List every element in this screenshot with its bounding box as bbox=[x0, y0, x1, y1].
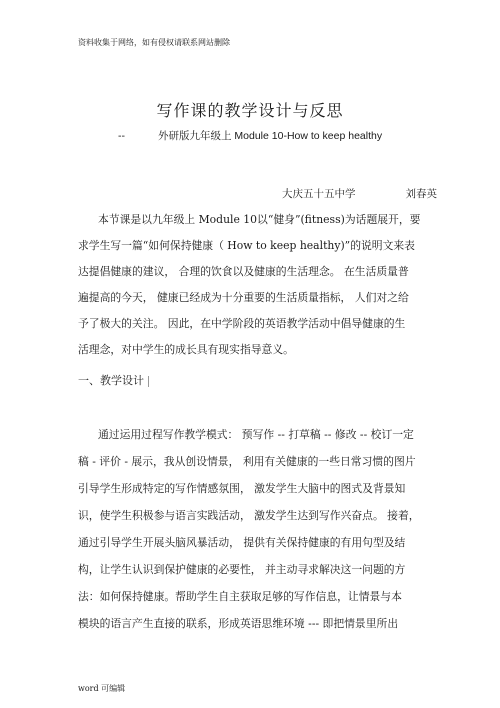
page-title: 写作课的教学设计与反思 bbox=[156, 101, 344, 120]
body-line: 通过引导学生开展头脑风暴活动， 提供有关保持健康的有用句型及结 bbox=[78, 536, 406, 549]
subtitle bbox=[118, 128, 382, 143]
intro-line: 求学生写一篇“如何保持健康（ How to keep healthy)”的说明文来表 bbox=[78, 239, 415, 252]
body-line: 法：如何保持健康。帮助学生自主获取足够的写作信息，让情景与本 bbox=[78, 590, 402, 603]
author-name: 刘春英 bbox=[405, 188, 437, 200]
intro-line: 活理念，对中学生的成长具有现实指导意义。 bbox=[78, 343, 294, 356]
subtitle-text: 外研版九年级上 Module 10-How to keep healthy bbox=[158, 130, 383, 142]
body-line: 构，让学生认识到保护健康的必要性， 并主动寻求解决这一问题的方 bbox=[78, 563, 406, 576]
body-line: 通过运用过程写作教学模式： 预写作 -- 打草稿 -- 修改 -- 校订一定 bbox=[98, 428, 414, 441]
author-school: 大庆五十五中学 bbox=[282, 188, 356, 200]
intro-line: 予了极大的关注。 因此，在中学阶段的英语教学活动中倡导健康的生 bbox=[78, 317, 406, 330]
header-note: 资料收集于网络，如有侵权请联系网站删除 bbox=[78, 38, 230, 47]
author-line bbox=[282, 186, 437, 201]
section-heading bbox=[78, 372, 149, 388]
section-heading-text: 一、教学设计 bbox=[78, 374, 144, 387]
subtitle-dash: -- bbox=[118, 130, 125, 142]
body-line: 引导学生形成特定的写作情感氛围， 激发学生大脑中的图式及背景知 bbox=[78, 482, 406, 495]
intro-line: 本节课是以九年级上 Module 10以“健身”(fitness)为话题展开，要 bbox=[98, 213, 421, 226]
body-line: 稿 - 评价 - 展示，我从创设情景， 利用有关健康的一些日常习惯的图片 bbox=[78, 455, 416, 468]
intro-line: 达提倡健康的建议， 合理的饮食以及健康的生活理念。 在生活质量普 bbox=[78, 265, 409, 278]
intro-line: 遍提高的今天， 健康已经成为十分重要的生活质量指标， 人们对之给 bbox=[78, 291, 409, 304]
body-line: 识，使学生积极参与语言实践活动， 激发学生达到写作兴奋点。 接着， bbox=[78, 509, 420, 522]
body-line: 模块的语言产生直接的联系，形成英语思维环境 --- 即把情景里所出 bbox=[78, 617, 399, 630]
text-cursor-mark bbox=[148, 376, 149, 387]
footer-note: word 可编辑 bbox=[78, 684, 126, 693]
